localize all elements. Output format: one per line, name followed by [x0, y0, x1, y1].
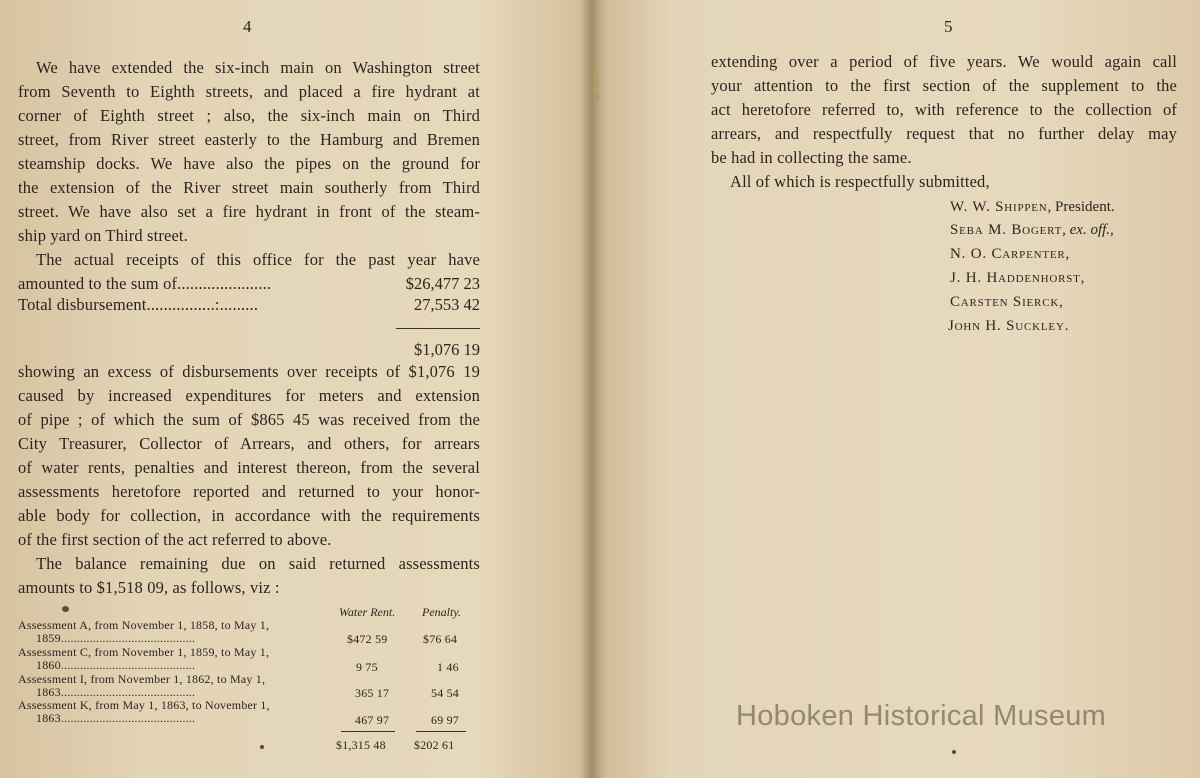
table-total-water-rent: $1,315 48 [336, 738, 386, 752]
page-number: 4 [243, 17, 252, 36]
page-number: 5 [944, 17, 953, 36]
excess-value: $1,076 19 [414, 340, 480, 359]
signature-line: Seba M. Bogert, ex. off., [950, 222, 1114, 238]
signature-line: J. H. Haddenhorst, [950, 270, 1085, 286]
text-line: act heretofore referred to, with reference to the collection of [711, 100, 1177, 119]
text-line: showing an excess of disbursements over receipts of $1,076 19 [18, 362, 480, 381]
signature-line: John H. Suckley. [948, 318, 1069, 334]
table-cell-penalty: 1 46 [437, 660, 459, 674]
disbursement-value: 27,553 42 [414, 295, 480, 314]
text-line: The balance remaining due on said returned assessments [36, 554, 480, 573]
table-header-water-rent: Water Rent. [339, 605, 396, 619]
text-line: the extension of the River street main southerly from Third [18, 178, 480, 197]
sum-rule [396, 328, 480, 329]
text-line: ship yard on Third street. [18, 226, 188, 245]
text-line: of pipe ; of which the sum of $865 45 was received from the [18, 410, 480, 429]
text-line: street, from River street easterly to the Hamburg and Bremen [18, 130, 480, 149]
binding-stitch [588, 70, 606, 102]
table-cell-penalty: 54 54 [431, 686, 459, 700]
table-cell-penalty: 69 97 [431, 713, 459, 727]
table-row-label: Assessment C, from November 1, 1859, to May 1, [18, 645, 270, 659]
total-rule-water-rent [341, 731, 395, 732]
left-page [0, 0, 590, 778]
museum-watermark: Hoboken Historical Museum [736, 700, 1107, 732]
table-row-label: 1859.......................................... [36, 631, 196, 645]
table-cell-water-rent: 365 17 [355, 686, 390, 700]
signature-line: Carsten Sierck, [950, 294, 1063, 310]
table-row-label: Assessment K, from May 1, 1863, to November 1, [18, 698, 270, 712]
text-line: of water rents, penalties and interest thereon, from the several [18, 458, 480, 477]
ink-spot [260, 745, 264, 749]
receipts-label: amounted to the sum of...................... [18, 274, 272, 293]
table-cell-water-rent: 467 97 [355, 713, 390, 727]
ink-spot [62, 606, 69, 612]
right-page [610, 0, 1200, 778]
text-line: caused by increased expenditures for meters and extension [18, 386, 480, 405]
ink-spot [952, 750, 956, 754]
text-line: The actual receipts of this office for the past year have [36, 250, 480, 269]
signature-line: N. O. Carpenter, [950, 246, 1070, 262]
text-line: corner of Eighth street ; also, the six-inch main on Third [18, 106, 480, 125]
table-cell-penalty: $76 64 [423, 632, 458, 646]
table-row-label: Assessment I, from November 1, 1862, to May 1, [18, 672, 266, 686]
table-cell-water-rent: $472 59 [347, 632, 388, 646]
text-line: from Seventh to Eighth streets, and placed a fire hydrant at [18, 82, 480, 101]
text-line: We have extended the six-inch main on Washington street [36, 58, 480, 77]
disbursement-label: Total disbursement................:......... [18, 295, 259, 314]
text-line: City Treasurer, Collector of Arrears, and others, for arrears [18, 434, 480, 453]
text-line: street. We have also set a fire hydrant in front of the steam- [18, 202, 480, 221]
table-row-label: 1863.......................................... [36, 711, 196, 725]
closing-line: All of which is respectfully submitted, [730, 172, 990, 191]
table-row-label: Assessment A, from November 1, 1858, to May 1, [18, 618, 270, 632]
signature-line: W. W. Shippen, President. [950, 199, 1115, 215]
text-line: able body for collection, in accordance with the requirements [18, 506, 480, 525]
total-rule-penalty [416, 731, 466, 732]
table-row-label: 1860.......................................... [36, 658, 196, 672]
text-line: arrears, and respectfully request that no further delay may [711, 124, 1177, 143]
text-line: be had in collecting the same. [711, 148, 912, 167]
text-line: assessments heretofore reported and returned to your honor- [18, 482, 480, 501]
table-header-penalty: Penalty. [422, 605, 461, 619]
receipts-value: $26,477 23 [405, 274, 480, 293]
table-total-penalty: $202 61 [414, 738, 455, 752]
text-line: extending over a period of five years. We would again call [711, 52, 1177, 71]
text-line: steamship docks. We have also the pipes on the ground for [18, 154, 480, 173]
text-line: your attention to the first section of the supplement to the [711, 76, 1177, 95]
text-line: amounts to $1,518 09, as follows, viz : [18, 578, 280, 597]
text-line: of the first section of the act referred to above. [18, 530, 332, 549]
table-cell-water-rent: 9 75 [356, 660, 378, 674]
table-row-label: 1863.......................................... [36, 685, 196, 699]
